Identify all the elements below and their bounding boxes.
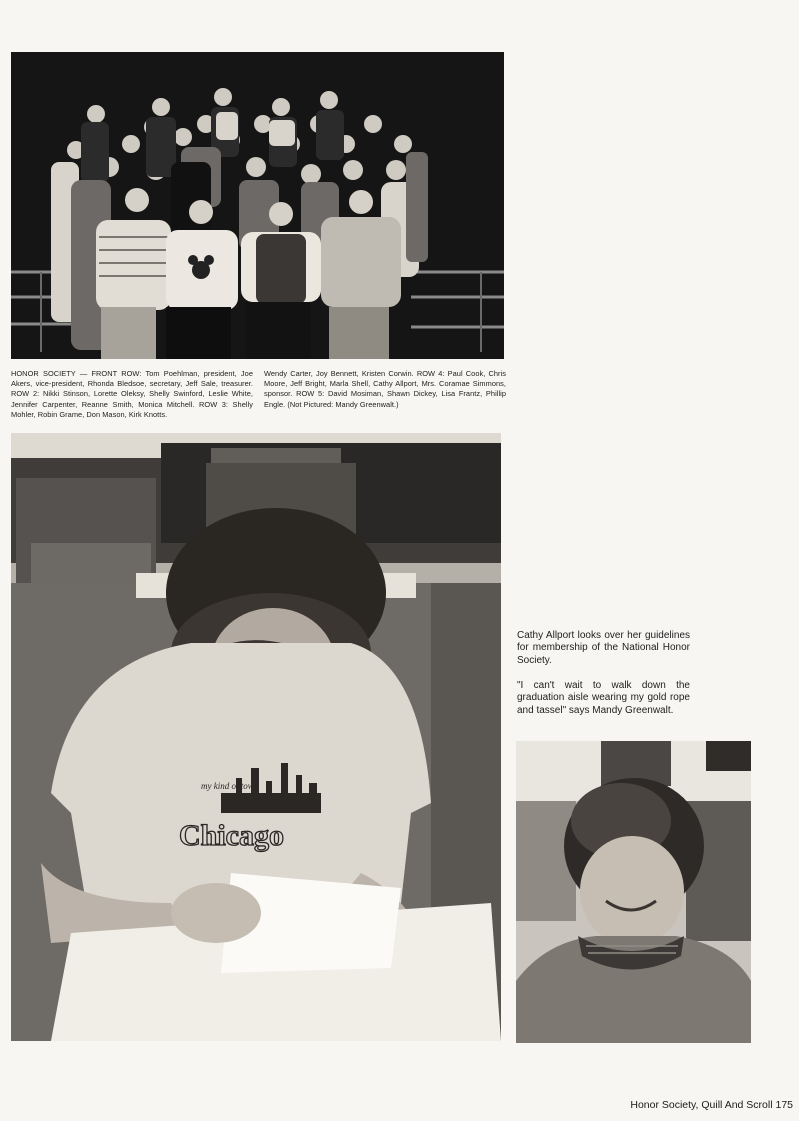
page-footer: Honor Society, Quill And Scroll 175 (630, 1099, 793, 1111)
group-photo-image (11, 52, 504, 359)
shirt-large-text: Chicago (179, 819, 284, 852)
shirt-small-text: my kind of town (201, 781, 259, 791)
portrait-photo (516, 741, 751, 1043)
group-caption-right: Wendy Carter, Joy Bennett, Kristen Corwin. ROW 4: Paul Cook, Chris Moore, Jeff Bright, Marla Shell, Cathy Allport, Mrs. Coramae Simmons, sponsor. ROW 5: David Mosiman, Shawn Dickey, Lisa Frantz, Phillip Engle. (Not Pictured: Mandy Greenwalt.) (264, 369, 506, 409)
group-photo (11, 52, 504, 359)
portrait-photo-image (516, 741, 751, 1043)
study-photo (11, 433, 501, 1041)
side-caption-quote: "I can't wait to walk down the graduation aisle wearing my gold rope and tassel" says Mandy Greenwalt. (517, 680, 690, 716)
group-caption-left: HONOR SOCIETY — FRONT ROW: Tom Poehlman, president, Joe Akers, vice-president, Rhonda Bledsoe, secretary, Jeff Sale, treasurer. ROW 2: Nikki Stinson, Lorette Oleksy, Shelly Swinford, Leslie White, Jennifer Carpenter, Reanne Smith, Monica Mitchell. ROW 3: Shelly Mohler, Robin Grame, Don Mason, Kirk Knotts. (11, 369, 253, 419)
side-caption-cathy: Cathy Allport looks over her guidelines for membership of the National Honor Society. (517, 630, 690, 666)
study-photo-image (11, 433, 501, 1041)
